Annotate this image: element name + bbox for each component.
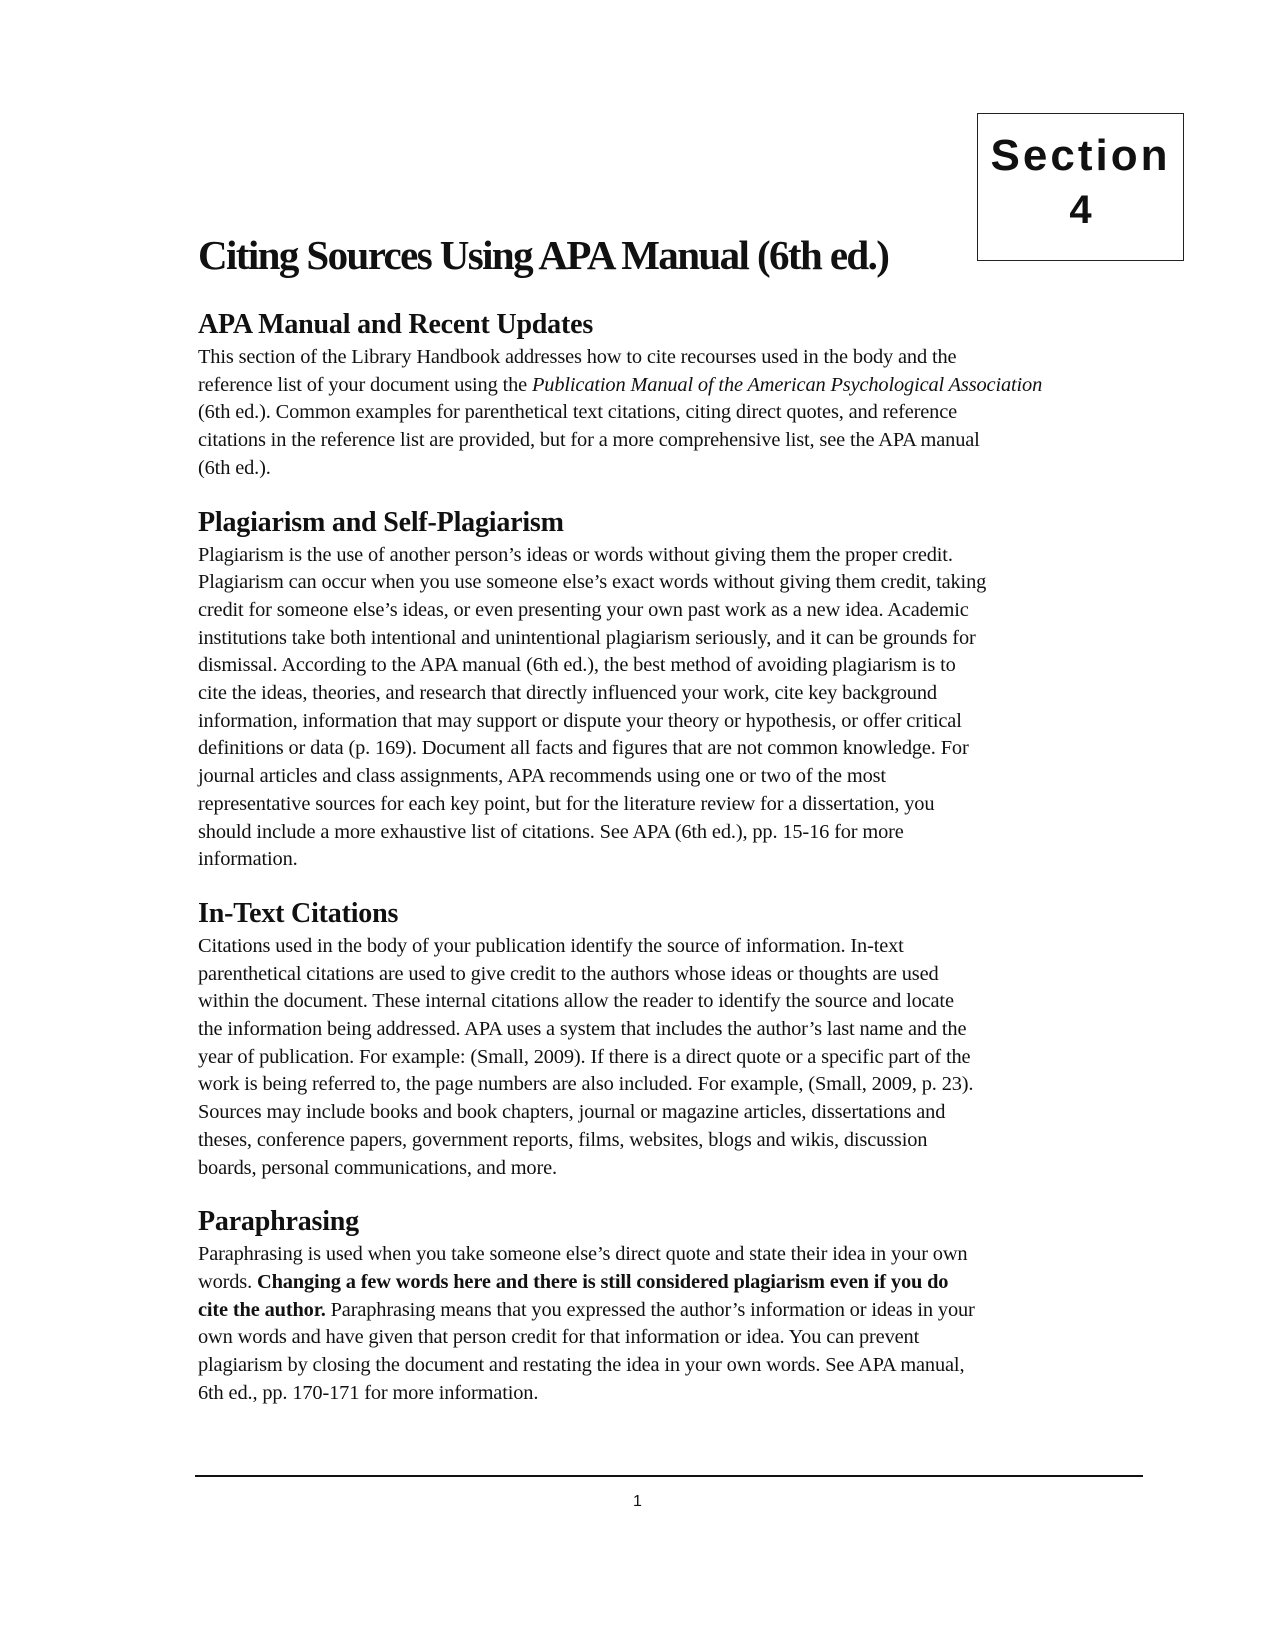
- text-run: cite the ideas, theories, and research that directly influenced your work, cite key background: [198, 682, 937, 705]
- text-run: Citations used in the body of your publication identify the source of information. In-text: [198, 934, 904, 957]
- text-run: boards, personal communications, and more.: [198, 1156, 557, 1179]
- footer-divider: [195, 1475, 1143, 1477]
- text-line: [198, 933, 1148, 961]
- text-run: information.: [198, 848, 298, 871]
- text-line: [198, 680, 1148, 708]
- text-line: [198, 455, 1148, 483]
- text-run: plagiarism by closing the document and restating the idea in your own words. See APA manual,: [198, 1354, 965, 1377]
- section-paragraph: [198, 344, 1148, 483]
- text-line: [198, 1269, 1148, 1297]
- text-run: dismissal. According to the APA manual (6th ed.), the best method of avoiding plagiarism is to: [198, 654, 956, 677]
- text-line: [198, 399, 1148, 427]
- text-line: [198, 1155, 1148, 1183]
- document-body: [198, 306, 1148, 1429]
- section-heading: Paraphrasing: [198, 1206, 359, 1238]
- section-apa-manual-updates: [198, 306, 1148, 483]
- text-run: reference list of your document using the: [198, 373, 532, 396]
- bold-emphasis: Changing a few words here and there is still considered plagiarism even if you do: [257, 1270, 949, 1293]
- text-line: [198, 542, 1148, 570]
- text-run: Sources may include books and book chapters, journal or magazine articles, dissertations and: [198, 1101, 946, 1124]
- text-run: information, information that may support or dispute your theory or hypothesis, or offer critical: [198, 709, 962, 732]
- section-paragraph: [198, 933, 1148, 1182]
- text-line: [198, 735, 1148, 763]
- text-run: Plagiarism can occur when you use someone else’s exact words without giving them credit, taking: [198, 571, 987, 594]
- section-plagiarism: [198, 504, 1148, 874]
- section-heading: APA Manual and Recent Updates: [198, 309, 594, 340]
- text-run: words.: [198, 1270, 257, 1293]
- text-line: [198, 1016, 1148, 1044]
- text-run: within the document. These internal citations allow the reader to identify the source and locate: [198, 990, 954, 1013]
- text-run: 6th ed., pp. 170-171 for more information.: [198, 1381, 539, 1404]
- section-paragraph: [198, 542, 1148, 874]
- text-run: work is being referred to, the page numbers are also included. For example, (Small, 2009, p. 23).: [198, 1073, 974, 1096]
- text-line: [198, 763, 1148, 791]
- bold-emphasis: cite the author.: [198, 1298, 326, 1321]
- page-number: 1: [633, 1493, 642, 1510]
- text-line: [198, 372, 1148, 400]
- text-run: own words and have given that person credit for that information or idea. You can prevent: [198, 1326, 920, 1349]
- text-run: Paraphrasing means that you expressed the author’s information or ideas in your: [325, 1298, 975, 1321]
- text-run: representative sources for each key point, but for the literature review for a dissertation, you: [198, 792, 935, 815]
- text-run: should include a more exhaustive list of citations. See APA (6th ed.), pp. 15-16 for more: [198, 820, 904, 843]
- text-line: [198, 427, 1148, 455]
- text-run: parenthetical citations are used to give credit to the authors whose ideas or thoughts are used: [198, 962, 939, 985]
- text-line: [198, 846, 1148, 874]
- text-line: [198, 344, 1148, 372]
- text-run: theses, conference papers, government reports, films, websites, blogs and wikis, discussion: [198, 1128, 928, 1151]
- section-number: 4: [1069, 188, 1092, 232]
- text-line: [198, 1099, 1148, 1127]
- text-run: the information being addressed. APA uses a system that includes the author’s last name and the: [198, 1018, 967, 1041]
- text-line: [198, 819, 1148, 847]
- text-line: [198, 1241, 1148, 1269]
- page-title: Citing Sources Using APA Manual (6th ed.): [198, 232, 889, 278]
- section-paragraph: [198, 1241, 1148, 1407]
- text-line: [198, 1297, 1148, 1325]
- section-number-box: [977, 113, 1184, 261]
- text-line: [198, 1071, 1148, 1099]
- text-line: [198, 1127, 1148, 1155]
- text-run: (6th ed.). Common examples for parenthetical text citations, citing direct quotes, and reference: [198, 401, 958, 424]
- text-line: [198, 961, 1148, 989]
- text-run: institutions take both intentional and unintentional plagiarism seriously, and it can be grounds for: [198, 626, 976, 649]
- section-heading: Plagiarism and Self-Plagiarism: [198, 506, 564, 538]
- section-heading: In-Text Citations: [198, 897, 399, 929]
- text-run: (6th ed.).: [198, 456, 271, 479]
- section-label: Section: [990, 131, 1171, 180]
- text-run: citations in the reference list are provided, but for a more comprehensive list, see the APA manual: [198, 429, 980, 452]
- text-line: [198, 1352, 1148, 1380]
- text-line: [198, 1380, 1148, 1408]
- text-line: [198, 652, 1148, 680]
- text-run: definitions or data (p. 169). Document all facts and figures that are not common knowledge. For: [198, 737, 969, 760]
- text-run: credit for someone else’s ideas, or even presenting your own past work as a new idea. Academic: [198, 598, 969, 621]
- text-line: [198, 569, 1148, 597]
- text-line: [198, 791, 1148, 819]
- text-run: Plagiarism is the use of another person’s ideas or words without giving them the proper credit.: [198, 543, 953, 566]
- text-run: Paraphrasing is used when you take someone else’s direct quote and state their idea in your own: [198, 1243, 968, 1266]
- italic-title: Publication Manual of the American Psychological Association: [532, 373, 1043, 396]
- text-line: [198, 1044, 1148, 1072]
- section-in-text-citations: [198, 895, 1148, 1182]
- text-line: [198, 708, 1148, 736]
- text-run: journal articles and class assignments, APA recommends using one or two of the most: [198, 765, 886, 788]
- text-line: [198, 1324, 1148, 1352]
- section-paraphrasing: [198, 1203, 1148, 1407]
- text-line: [198, 597, 1148, 625]
- text-run: This section of the Library Handbook addresses how to cite recourses used in the body and the: [198, 346, 957, 368]
- text-run: year of publication. For example: (Small, 2009). If there is a direct quote or a specific part of the: [198, 1045, 971, 1068]
- text-line: [198, 988, 1148, 1016]
- text-line: [198, 625, 1148, 653]
